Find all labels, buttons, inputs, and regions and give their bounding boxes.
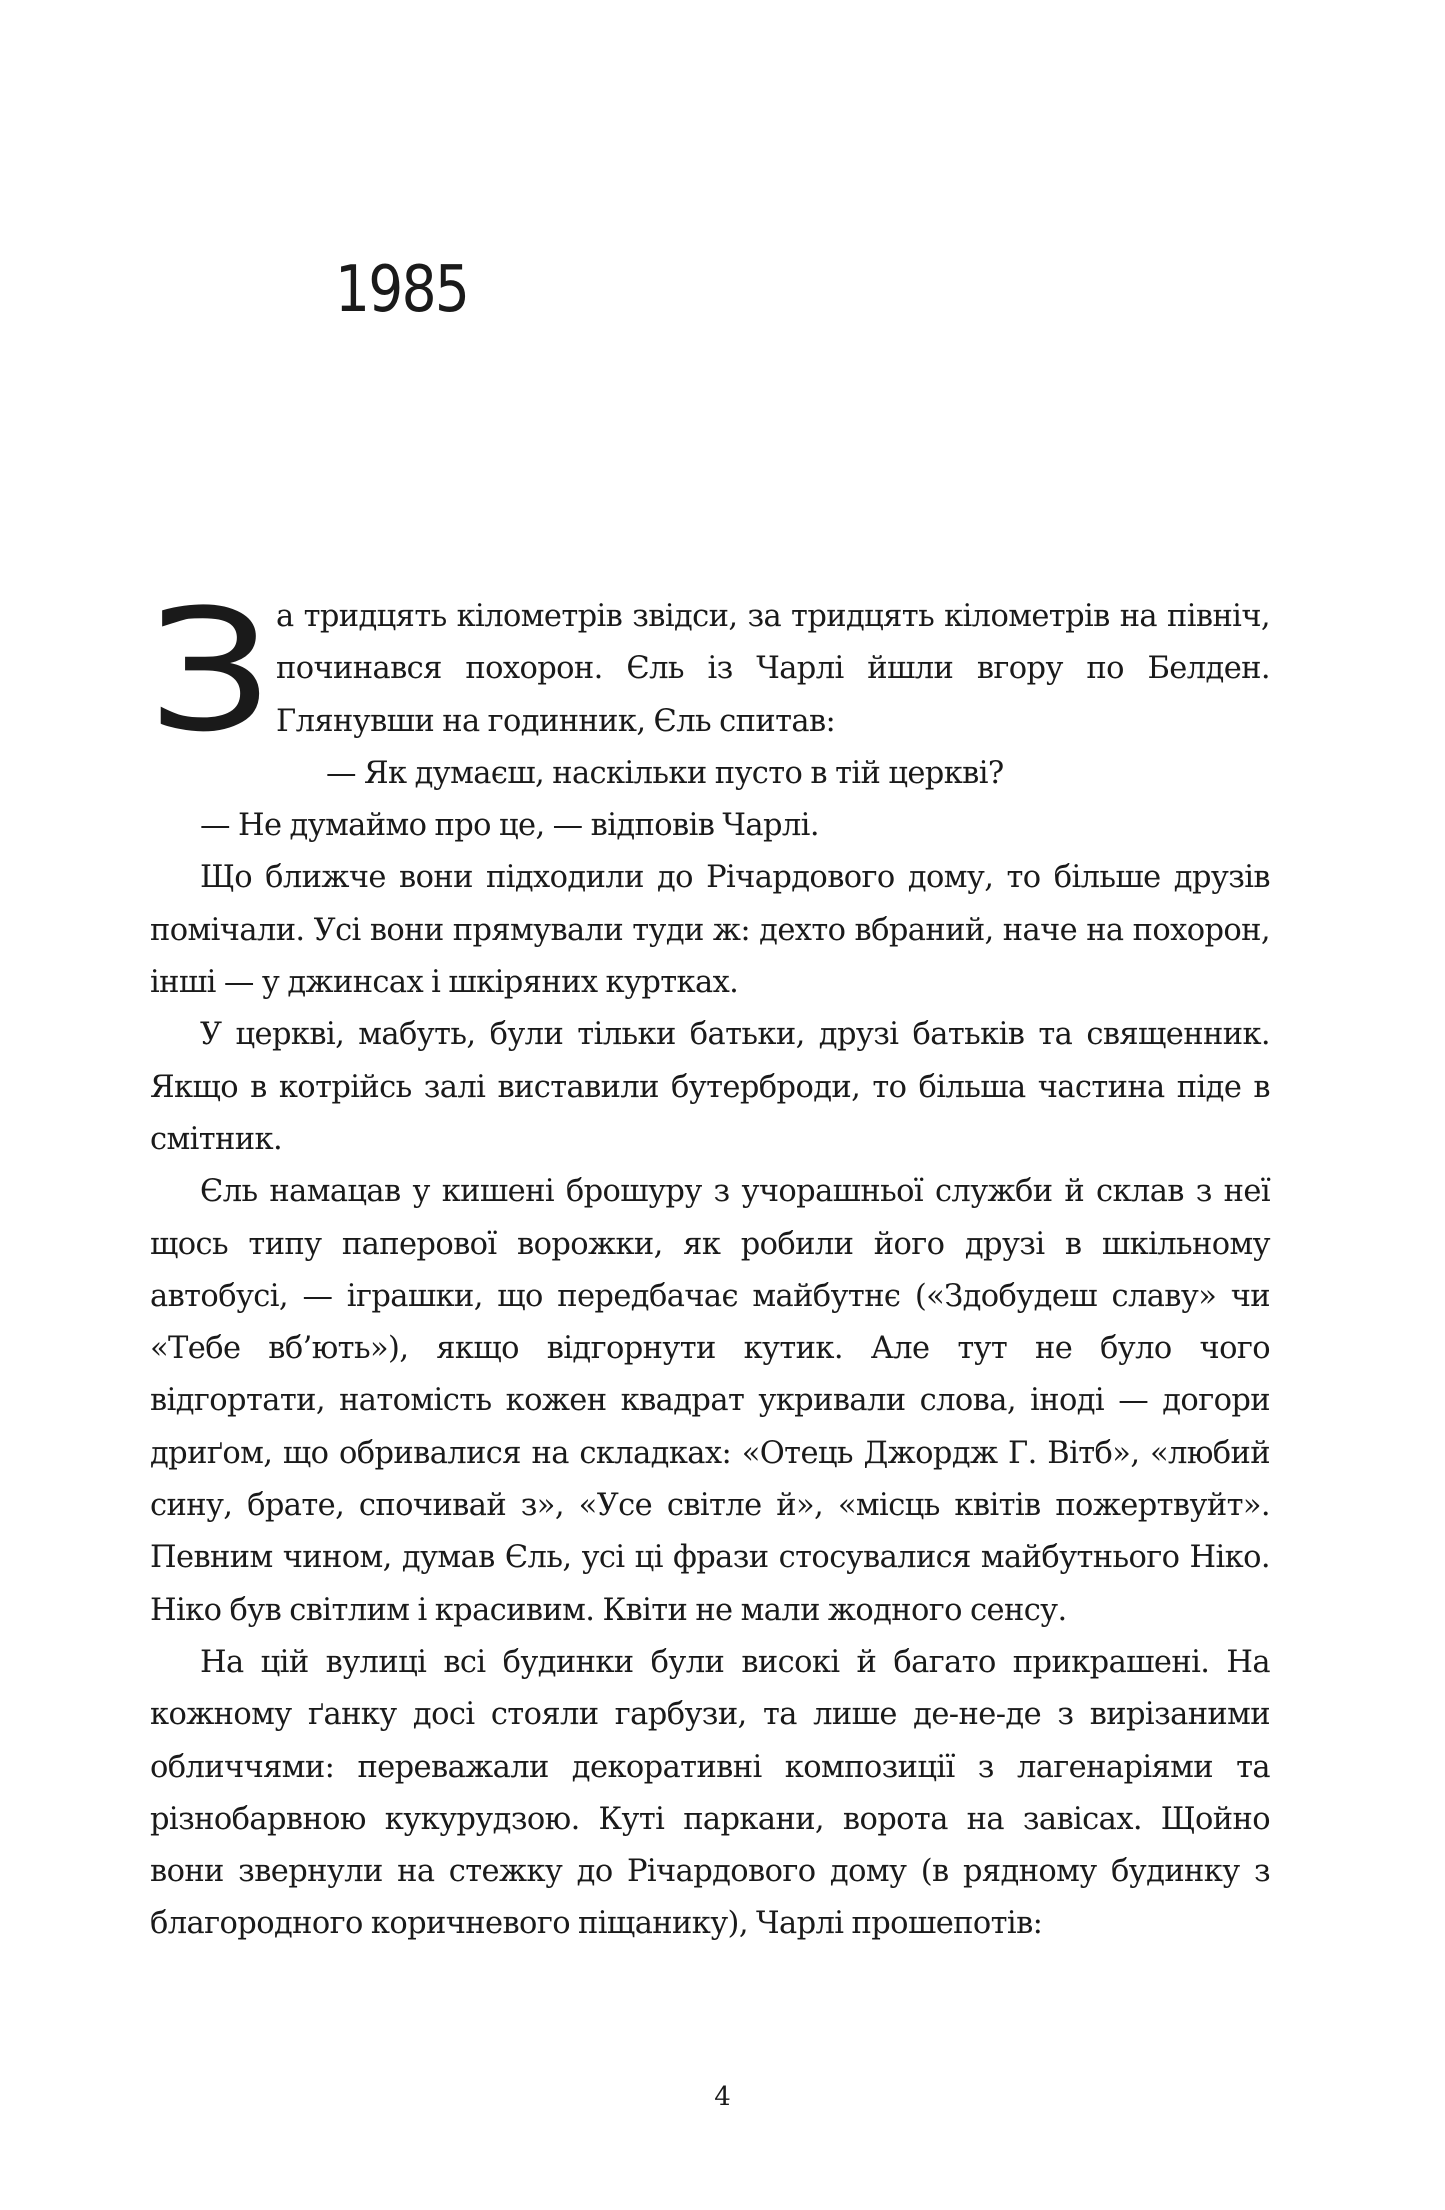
paragraph-2: — Як думаєш, наскільки пусто в тій церкві? (326, 755, 1004, 791)
paragraph-6: Єль намацав у кишені брошуру з учорашньої служби й склав з неї щось типу паперової ворожки, як робили його друзі в шкільному автобусі, — іграшки, що передбачає майбутнє («Здобудеш славу» чи «Тебе вб’ють»), якщо відгорнути кутик. Але тут не було чого відгортати, натомість кожен квадрат укривали слова, іноді — догори дриґом, що обривалися на складках: «Отець Джордж Г. Вітб», «любий сину, брате, спочивай з», «Усе світле й», «місць квітів пожертвуйт». Певним чином, думав Єль, усі ці фрази стосувалися майбутнього Ніко. Ніко був світлим і красивим. Квіти не мали жодного сенсу. (150, 1174, 1270, 1628)
chapter-title: 1985 (335, 253, 469, 327)
paragraph-3: — Не думаймо про це, — відповів Чарлі. (200, 808, 819, 844)
paragraph-5: У церкві, мабуть, були тільки батьки, друзі батьків та священник. Якщо в котрійсь залі виставили бутерброди, то більша частина піде в смітник. (150, 1017, 1270, 1157)
body-text (148, 573, 1270, 1951)
page-number: 4 (714, 2082, 731, 2112)
paragraph-1 (148, 573, 1270, 769)
paragraph-4: Що ближче вони підходили до Річардового дому, то більше друзів помічали. Усі вони прямували туди ж: дехто вбраний, наче на похорон, інші — у джинсах і шкіряних куртках. (150, 860, 1270, 1001)
paragraph-7: На цій вулиці всі будинки були високі й багато прикрашені. На кожному ґанку досі стояли гарбузи, та лише де-не-де з вирізаними обличчями: переважали декоративні композиції з лагенаріями та різнобарвною кукурудзою. Куті паркани, ворота на завісах. Щойно вони звернули на стежку до Річардового дому (в рядному будинку з благородного коричневого піщанику), Чарлі прошепотів: (150, 1644, 1270, 1942)
drop-cap: З (148, 573, 272, 769)
paragraph-1-text: а тридцять кілометрів звідси, за тридцять кілометрів на північ, починався похорон. Єль із Чарлі йшли вгору по Белден. Глянувши на годинник, Єль спитав: (276, 599, 1270, 739)
